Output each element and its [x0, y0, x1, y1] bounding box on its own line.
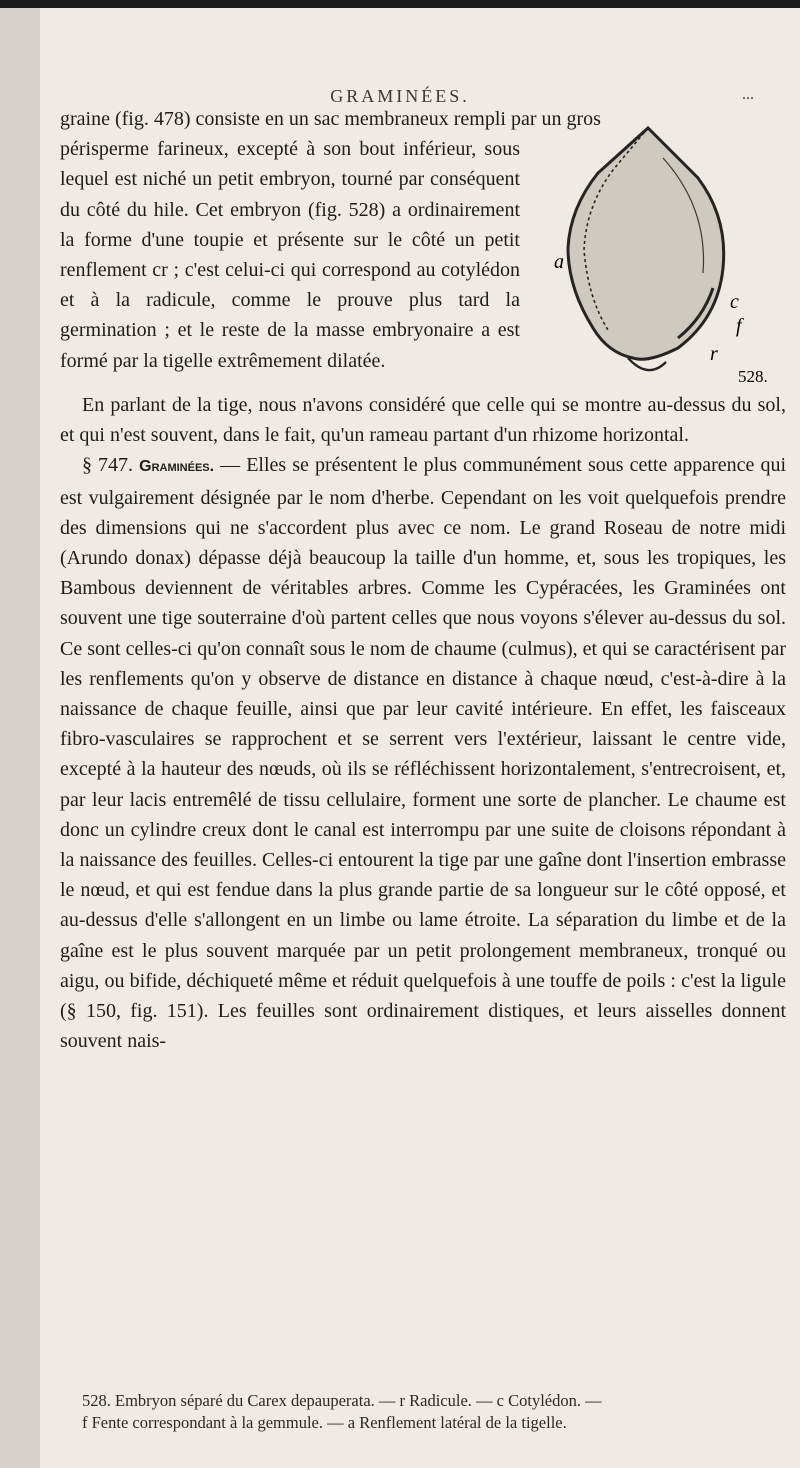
intro-paragraph — [60, 104, 601, 376]
embryo-figure — [498, 118, 798, 388]
embryo-illustration — [498, 118, 798, 388]
section-text: — Elles se présentent le plus communément sous cette apparence qui est vulgairement désignée par le nom d'herbe. Cependant on les voit quelquefois prendre des dimensions qui ne s'accordent plus avec ce nom. Le grand Roseau de notre midi (Arundo donax) dépasse déjà beaucoup la taille d'un homme, et, sous les tropiques, les Bambous deviennent de véritables arbres. Comme les Cypéracées, les Graminées ont souvent une tige souterraine d'où partent celles que nous voyons s'élever au-dessus du sol. Ce sont celles-ci qu'on connaît sous le nom de chaume (culmus), et qui se caractérisent par les renflements qu'on y observe de distance en distance à chaque nœud, c'est-à-dire à la naissance de chaque feuille, ainsi que par leur cavité intérieure. En effet, les faisceaux fibro-vasculaires se rapprochent et se serrent vers l'extérieur, laissant le centre vide, excepté à la hauteur des nœuds, où ils se réfléchissent horizontalement, s'entrecroisent, et, par leur lacis entremêlé de tissu cellulaire, forment une sorte de plancher. Le chaume est donc un cylindre creux dont le canal est interrompu par une suite de cloisons répondant à la naissance des feuilles. Celles-ci entourent la tige par une gaîne dont l'insertion embrasse le nœud, et qui est fendue dans la plus grande partie de sa longueur sur le côté opposé, et au-dessus d'elle s'allongent en un limbe ou lame étroite. La séparation du limbe et de la gaîne est le plus souvent marquée par un petit prolongement membraneux, tronqué ou aigu, ou bifide, déchiqueté même et réduit quelquefois à une touffe de poils : c'est la ligule (§ 150, fig. 151). Les feuilles sont ordinairement distiques, et leurs aisselles donnent souvent nais- — [60, 454, 787, 1053]
running-title: GRAMINÉES. — [330, 86, 470, 106]
figure-label-f: f — [736, 315, 742, 337]
section-number: § 747. — [82, 454, 134, 477]
figure-label-c: c — [730, 291, 739, 313]
caption-line-1: 528. Embryon séparé du Carex depauperata. — r Radicule. — c Cotylédon. — — [82, 1391, 602, 1410]
caption-line-2: f Fente correspondant à la gemmule. — a Renflement latéral de la tigelle. — [82, 1413, 567, 1432]
page-folio: ... — [742, 86, 754, 103]
intro-continuation: périsperme farineux, excepté à son bout inférieur, sous lequel est niché un petit embryon, tourné par conséquent du côté du hile. Cet embryon (fig. 528) a ordinairement la forme d'une toupie et présente sur le côté un petit renflement cr ; c'est celui-ci qui correspond au cotylédon et à la radicule, comme le prouve plus tard la germination ; et le reste de la masse embryonaire a est formé par la tigelle extrêmement dilatée. — [60, 138, 520, 372]
figure-caption — [60, 1390, 786, 1434]
figure-label-r: r — [710, 343, 718, 365]
intro-first-line: graine (fig. 478) consiste en un sac membraneux rempli par un gros — [60, 108, 601, 130]
figure-number: 528. — [738, 367, 768, 386]
paragraph-tige: En parlant de la tige, nous n'avons considéré que celle qui se montre au-dessus du sol, et qui n'est souvent, dans le fait, qu'un rameau partant d'un rhizome horizontal. — [60, 394, 786, 447]
top-rule — [0, 0, 800, 8]
main-text — [60, 390, 786, 1056]
figure-label-a: a — [554, 251, 564, 273]
page-gutter — [0, 8, 40, 1468]
section-heading: Graminées. — [139, 458, 215, 476]
paragraph-graminees — [60, 450, 786, 1056]
